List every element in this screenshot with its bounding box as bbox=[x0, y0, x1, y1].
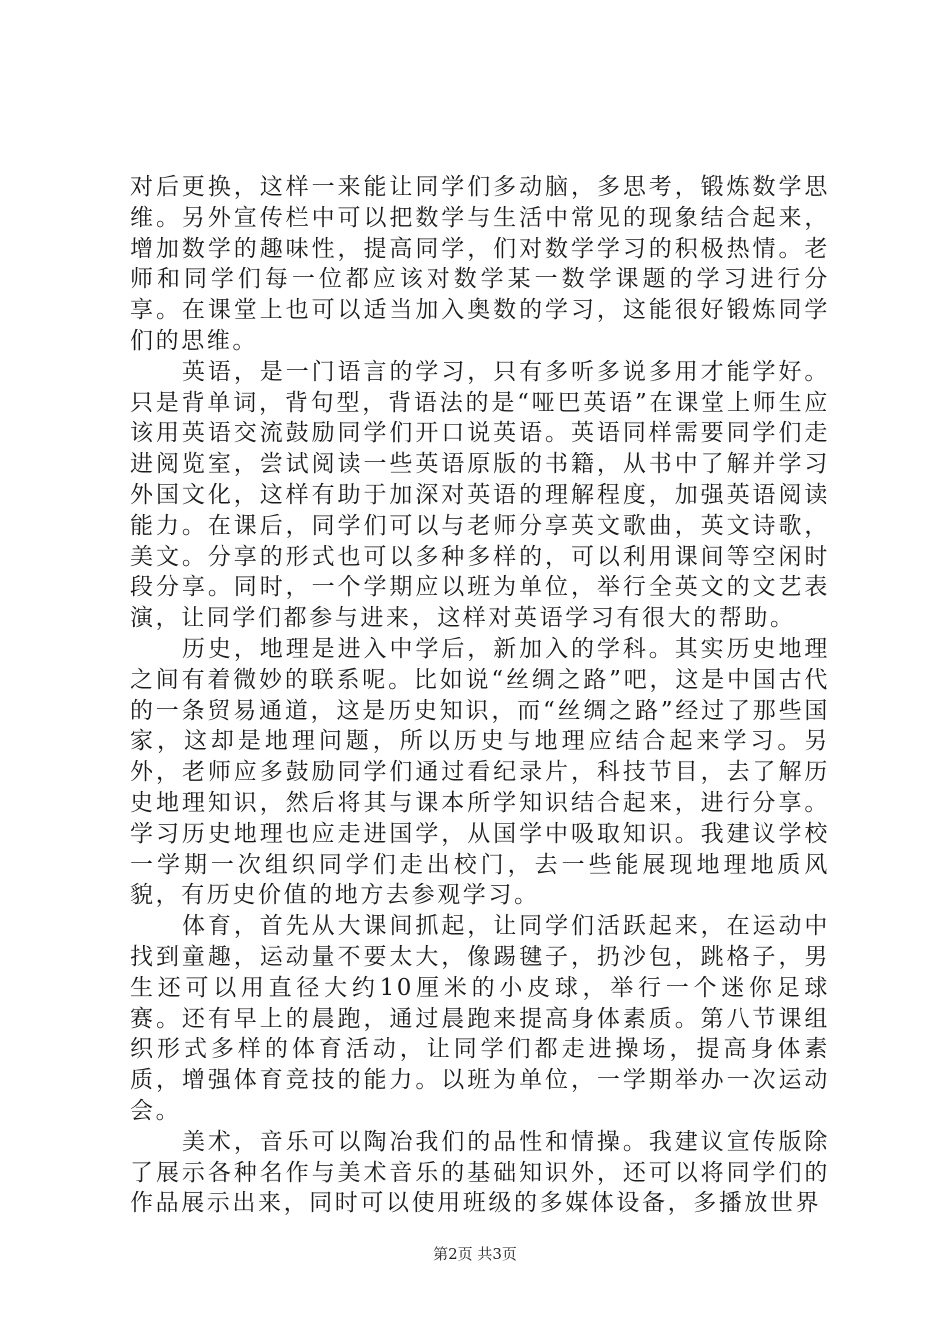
paragraph-history-geography: 历史，地理是进入中学后，新加入的学科。其实历史地理之间有着微妙的联系呢。比如说“丝绸之路”吧，这是中国古代的一条贸易通道，这是历史知识，而“丝绸之路”经过了那些国家，这却是地理问题，所以历史与地理应结合起来学习。另外，老师应多鼓励同学们通过看纪录片，科技节目，去了解历史地理知识，然后将其与课本所学知识结合起来，进行分享。学习历史地理也应走进国学，从国学中吸取知识。我建议学校一学期一次组织同学们走出校门，去一些能展现地理地质风貌，有历史价值的地方去参观学习。 bbox=[130, 635, 830, 909]
paragraph-math-continued: 对后更换，这样一来能让同学们多动脑，多思考，锻炼数学思维。另外宣传栏中可以把数学与生活中常见的现象结合起来，增加数学的趣味性，提高同学，们对数学学习的积极热情。老师和同学们每一位都应该对数学某一数学课题的学习进行分享。在课堂上也可以适当加入奥数的学习，这能很好锻炼同学们的思维。 bbox=[130, 174, 830, 354]
page-number-footer: 第2页 共3页 bbox=[433, 1245, 517, 1263]
paragraph-english: 英语，是一门语言的学习，只有多听多说多用才能学好。只是背单词，背句型，背语法的是“哑巴英语”在课堂上师生应该用英语交流鼓励同学们开口说英语。英语同样需要同学们走进阅览室，尝试阅读一些英语原版的书籍，从书中了解并学习外国文化，这样有助于加深对英语的理解程度，加强英语阅读能力。在课后，同学们可以与老师分享英文歌曲，英文诗歌，美文。分享的形式也可以多种多样的，可以利用课间等空闲时段分享。同时，一个学期应以班为单位，举行全英文的文艺表演，让同学们都参与进来，这样对英语学习有很大的帮助。 bbox=[130, 358, 830, 632]
paragraph-art-music: 美术，音乐可以陶冶我们的品性和情操。我建议宣传版除了展示各种名作与美术音乐的基础知识外，还可以将同学们的作品展示出来，同时可以使用班级的多媒体设备，多播放世界 bbox=[130, 1128, 830, 1217]
paragraph-physical-education: 体育，首先从大课间抓起，让同学们活跃起来，在运动中找到童趣，运动量不要太大，像踢毽子，扔沙包，跳格子，男生还可以用直径大约10厘米的小皮球，举行一个迷你足球赛。还有早上的晨跑，通过晨跑来提高身体素质。第八节课组织形式多样的体育活动，让同学们都走进操场，提高身体素质，增强体育竞技的能力。以班为单位，一学期举办一次运动会。 bbox=[130, 913, 830, 1124]
document-body bbox=[130, 172, 830, 1219]
